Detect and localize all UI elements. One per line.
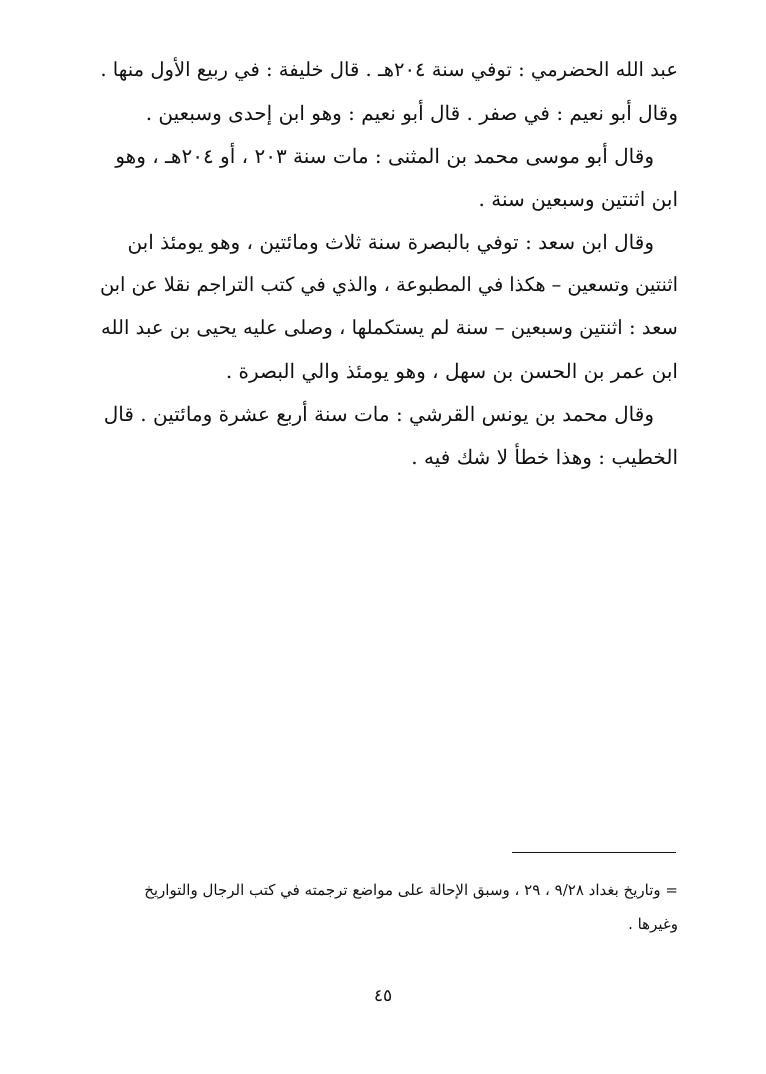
footnote-line-2: وغيرها . bbox=[628, 915, 678, 933]
text-line-1: عبد الله الحضرمي : توفي سنة ٢٠٤هـ . قال خليفة : في ربيع الأول منها . bbox=[100, 58, 678, 81]
text-line-5: وقال ابن سعد : توفي بالبصرة سنة ثلاث ومائتين ، وهو يومئذ ابن bbox=[127, 230, 654, 254]
text-line-8: ابن عمر بن الحسن بن سهل ، وهو يومئذ والي البصرة . bbox=[225, 359, 678, 383]
text-line-10: الخطيب : وهذا خطأ لا شك فيه . bbox=[411, 445, 678, 469]
footnote-separator bbox=[512, 852, 676, 853]
text-line-2: وقال أبو نعيم : في صفر . قال أبو نعيم : وهو ابن إحدى وسبعين . bbox=[145, 101, 678, 125]
text-line-4: ابن اثنتين وسبعين سنة . bbox=[478, 187, 678, 211]
text-line-7: سعد : اثنتين وسبعين – سنة لم يستكملها ، وصلى عليه يحيى بن عبد الله bbox=[100, 316, 678, 339]
text-line-3: وقال أبو موسى محمد بن المثنى : مات سنة ٢٠٣ ، أو ٢٠٤هـ ، وهو bbox=[115, 144, 654, 168]
footnote-line-1: = وتاريخ بغداد ٩/٢٨ ، ٢٩ ، وسبق الإحالة على مواضع ترجمته في كتب الرجال والتواريخ bbox=[144, 881, 678, 899]
page-number: ٤٥ bbox=[373, 986, 393, 1006]
text-line-6: اثنتين وتسعين – هكذا في المطبوعة ، والذي في كتب التراجم نقلا عن ابن bbox=[100, 273, 678, 296]
text-line-9: وقال محمد بن يونس القرشي : مات سنة أربع عشرة ومائتين . قال bbox=[103, 402, 654, 426]
